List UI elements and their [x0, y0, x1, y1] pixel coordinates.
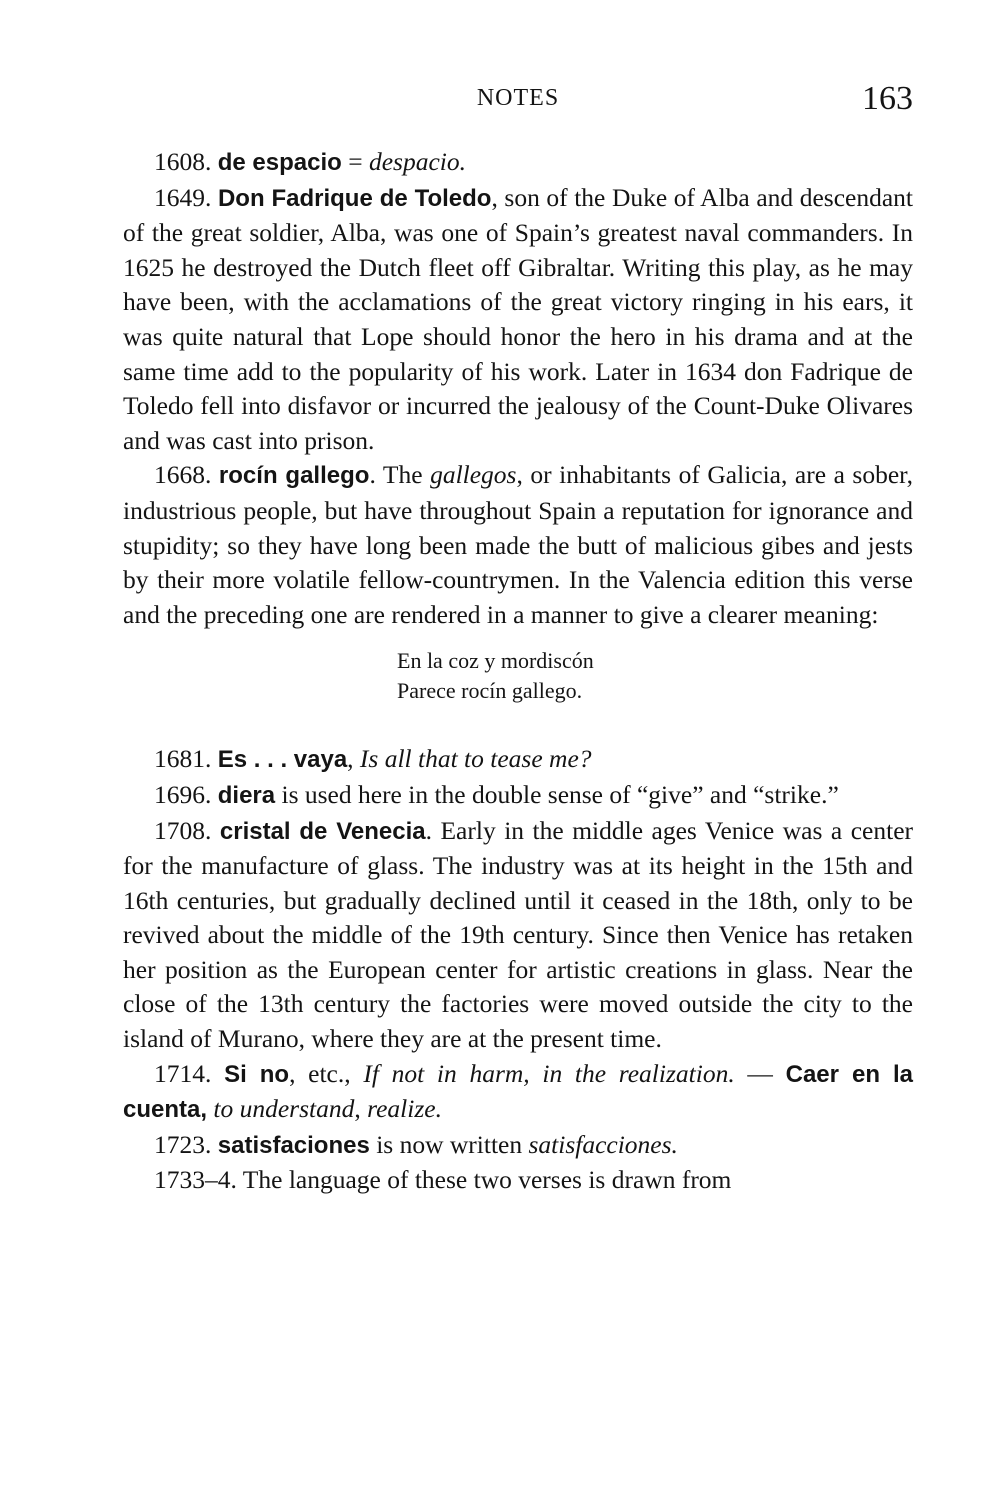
- note-lemma: Si no: [224, 1060, 290, 1088]
- line-number: 1681.: [154, 744, 212, 774]
- line-number: 1708.: [154, 815, 212, 845]
- note-lemma: Es . . . vaya: [217, 746, 348, 774]
- line-number: 1733–4.: [154, 1165, 237, 1195]
- note-gloss: If not in harm, in the realization.: [363, 1058, 735, 1088]
- line-number: 1608.: [154, 147, 212, 176]
- note-text: . Early in the middle ages Venice was a center for the manufacture of glass. The industry was at its height in the 15th and 16th centuries, but gradually declined until it ceased in the 18th, only to be revived about the middle of the 19th century. Since then Venice has retaken her position as the European center for artistic creations in glass. Near the close of the 13th century the factories were moved outside the city to the island of Murano, where they are at the present time.: [123, 815, 914, 1054]
- note-lemma: diera: [217, 781, 276, 809]
- verse-line: En la coz y mordiscón: [397, 648, 594, 674]
- note-1696: [123, 778, 913, 814]
- equals-sign: =: [341, 147, 369, 176]
- note-lemma: Don Fadrique de Toledo: [217, 184, 492, 212]
- line-number: 1696.: [154, 779, 212, 809]
- note-1649: [123, 181, 913, 459]
- note-gloss-third: realize.: [367, 1094, 442, 1124]
- note-text: is used here in the double sense of “give” and “strike.”: [275, 779, 839, 809]
- note-lemma: satisfaciones: [217, 1131, 370, 1159]
- note-1668: [123, 458, 913, 632]
- notes-body: [123, 145, 913, 1198]
- note-text: is now written: [369, 1129, 529, 1159]
- note-1723: [123, 1128, 913, 1164]
- em-dash: —: [734, 1058, 786, 1088]
- verse-line: Parece rocín gallego.: [397, 678, 583, 704]
- note-text: The language of these two verses is drawn from: [242, 1165, 732, 1195]
- note-text: . The: [369, 460, 431, 490]
- line-number: 1649.: [154, 182, 212, 212]
- note-1608: [123, 145, 913, 181]
- note-1681: [123, 742, 913, 778]
- note-gloss: Is all that to tease me?: [359, 744, 592, 774]
- note-italic: gallegos: [430, 460, 517, 490]
- running-head: [123, 80, 913, 120]
- note-gloss: despacio.: [368, 147, 466, 176]
- line-number: 1723.: [154, 1129, 212, 1159]
- note-lemma-second: Caer en la cuenta,: [123, 1060, 913, 1124]
- running-title: NOTES: [476, 85, 560, 111]
- line-number: 1714.: [154, 1058, 212, 1088]
- verse-quotation: [397, 646, 913, 706]
- comma: ,: [354, 1094, 368, 1124]
- note-lemma: de espacio: [217, 149, 342, 176]
- note-gloss-second: to understand: [213, 1094, 355, 1124]
- note-1714: [123, 1057, 913, 1128]
- note-text: , or inhabitants of Galicia, are a sober, industrious people, but have throughout Spain a reputation for ignorance and stupidity; so they have long been made the butt of malicious gibes and jests by their more volatile fellow-countrymen. In the Valencia edition this verse and the preceding one are rendered in a manner to give a clearer meaning:: [123, 460, 914, 629]
- note-1733-4: [123, 1163, 913, 1198]
- note-lemma: rocín gallego: [218, 462, 370, 490]
- note-lemma: cristal de Venecia: [219, 817, 426, 845]
- line-number: 1668.: [154, 460, 212, 490]
- note-1708: [123, 814, 913, 1057]
- page-number: 163: [862, 80, 913, 117]
- note-text: , etc.,: [289, 1058, 364, 1088]
- note-italic: satisfacciones.: [528, 1129, 678, 1159]
- note-text: , son of the Duke of Alba and descendant of the great soldier, Alba, was one of Spain’s greatest naval commanders. In 1625 he destroyed the Dutch fleet off Gibraltar. Writing this play, as he may have been, with the acclamations of the great victory ringing in his ears, it was quite natural that Lope should honor the hero in his drama and at the same time add to the popularity of his work. Later in 1634 don Fadrique de Toledo fell into disfavor or incurred the jealousy of the Count-Duke Olivares and was cast into prison.: [123, 182, 913, 455]
- separator: ,: [347, 744, 360, 774]
